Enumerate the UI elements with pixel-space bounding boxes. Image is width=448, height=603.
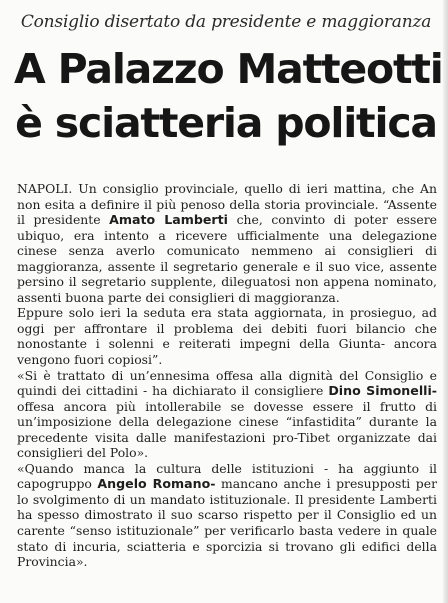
headline-line-1: A Palazzo Matteotti bbox=[14, 45, 443, 93]
article-body bbox=[17, 181, 437, 570]
article-kicker: Consiglio disertato da presidente e maggioranza bbox=[20, 12, 432, 32]
paragraph-4-text-c: mancano anche i presupposti per lo svolgimento di un mandato istituzionale. Il presidente Lamberti ha spesso dimostrato il suo scarso rispetto per il Consiglio ed un carente “senso istituzionale” per verificarlo basta vedere in quale stato di incuria, sciatteria e sporcizia si trovano gli edifici della Provincia». bbox=[17, 476, 437, 570]
paragraph-1-text-c: che, convinto di poter essere ubiquo, era intento a ricevere ufficialmente una delegazione cinese senza averlo comunicato nemmeno ai consiglieri di maggioranza, assente il segretario generale e il suo vice, assente persino il segretario supplente, dileguatosi non appena nominato, assenti buona parte dei consiglieri di maggioranza. bbox=[17, 212, 437, 305]
name-amato-lamberti: Amato Lamberti bbox=[109, 212, 228, 228]
paragraph-3-text-c: offesa ancora più intollerabile se dovesse essere il frutto di un’imposizione della delegazione cinese “infastidita” durante la precedente visita dalle manifestazioni pro-Tibet organizzate dai consiglieri del Polo». bbox=[17, 398, 437, 461]
paragraph-1-text-a: NAPOLI. Un consiglio provinciale, quello di ieri mattina, che An non esita a definire il più penoso della storia provinciale. “Assente il presidente bbox=[17, 181, 437, 228]
paragraph-1 bbox=[17, 181, 437, 305]
paragraph-4-text-a: «Quando manca la cultura delle istituzioni - ha aggiunto il capogruppo bbox=[17, 460, 437, 492]
article-headline bbox=[14, 42, 443, 150]
paragraph-4 bbox=[17, 461, 437, 570]
name-dino-simonelli: Dino Simonelli- bbox=[328, 383, 437, 399]
headline-line-2: è sciatteria politica bbox=[15, 99, 437, 147]
paragraph-2: Eppure solo ieri la seduta era stata aggiornata, in prosieguo, ad oggi per affrontare il problema dei debiti fuori bilancio che nonostante i solenni e reiterati impegni della Giunta- ancora vengono fuori copiosi”. bbox=[17, 305, 437, 368]
paragraph-3-text-a: «Si è trattato di un’ennesima offesa alla dignità del Consiglio e quindi dei cittadini - ha dichiarato il consigliere bbox=[17, 367, 437, 399]
paragraph-3 bbox=[17, 368, 437, 461]
name-angelo-romano: Angelo Romano- bbox=[97, 476, 216, 492]
paper-edge bbox=[443, 0, 448, 603]
